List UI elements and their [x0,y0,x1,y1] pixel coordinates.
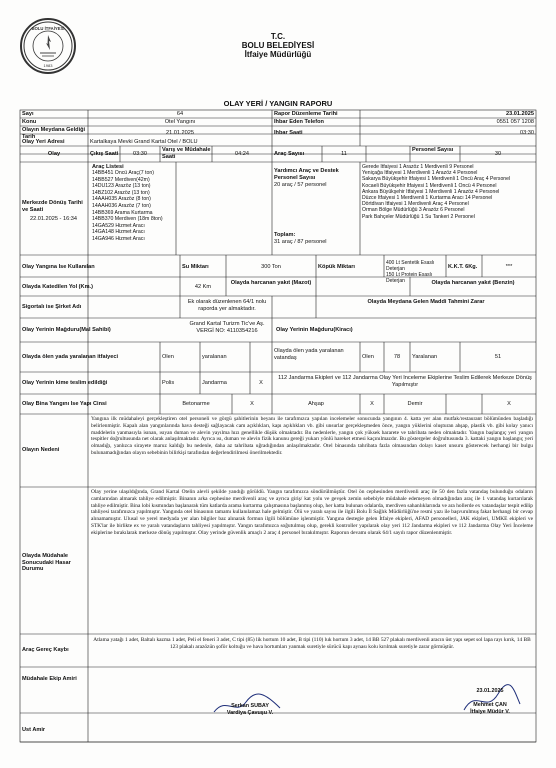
civil-injured-value: 51 [494,354,502,360]
equipment-loss-text: Atlama yatağı 1 adet, Baltalı kazma 1 adet, Peli el feneri 3 adet, C tipi (85) lik hortum 10 adet, B tipi (110) luk hortum 3 adet, 14 BB 527 plakalı merdivenli aracın üst yapı sepet sol lapa rayı kırık, 14 BB 123 plakalı arazözün şoför koltuğu ve hava hortumları yanmak suretiyle sürücü kapı aynası kolu kırılmak suretiyle zarar görmüştür. [93,637,531,650]
vehicle-list-item: 14BB527 Merdiven(42m) [92,176,150,183]
vehicle-count-label: Araç Sayısı [274,151,305,157]
vehicle-list [92,170,176,243]
firefighter-injured-label: yaralanan [202,354,227,360]
vehicle-list-item: 14AAH035 Arazöz (8 ton) [92,196,151,203]
subject-label: Konu [22,119,37,125]
building-concrete-mark: X [250,401,254,407]
support-unit-item: Park Bahçeler Müdürlüğü 1 Su Tankeri 2 Personel [362,213,475,220]
firefighter-casualty-label: Olayda ölen yada yaralanan itfaiyeci [22,354,119,360]
superior-label: Üst Amir [22,727,46,733]
header-tc: T.C. [270,32,286,41]
cause-text: Yangına ilk müdahaleyi gerçekleştiren otel personeli ve görgü şahitlerinin beyanı ile tarafımızca yapılan incelemeler sonucunda yangının 4. katta yer alan mutfak/restaurant bölümünden başladığı belirlenmiştir. Kapalı alan yangınlarında hava desteği sağlayacak cam açıklıkları, kapı açıklıkları vb. gibi unsurlar gerçekleşmeden önce, yangın yüklerini oluşturan ahşap, plastik vb. gibi kolay yanıcı maddelerin yanmasıyla isınan, ısıyan duman ve alevin yayılma hızı genellikle düşük olmaktadır. Bu nedenlerle, yangın çok yüksek hararete ve tahribata neden olmaktadır. Yangın başlangıç yeri yangın tespitler doğrultusunda net olarak anlaşılmaktadır. Ayrıca ısı, duman ve alevin fizik kanunu gereği yukarı yönlü hareket etmesi kaçınılmazdır. Bu göstergeler doğrultusunda 3. kattaki yangın başlangıç yeri olmadığı, yanlızca sirayete maruz kaldığı bu nedenle, daha az tahribata uğradığından anlaşılmaktadır. Otel binasında tahribata fazla olmasından dolayı kaset unsuru gösterecek herhangi bir bulgu bulunamadığından olayın sebebinin bilirkişi tarafından değerlendirilmesi önerilmektedir. [91,416,533,456]
support-unit-item: Orman Bölge Müdürlüğü 3 Arazöz 6 Personel [362,207,465,214]
support-unit-item: Yeniçağa İtfaiyesi 1 Merdivenli 1 Arazöz 4 Personel [362,170,478,177]
vehicle-list-item: 14BB451 Öncü Araç(7 ton) [92,170,154,176]
response-text: Olay yerine ulaşıldığında, Grand Kartal Otelin alevli şekilde yandığı görüldü. Yangın tarafımızca söndürülmüştür. Otel ön cephesinden merdivenli araç ile 50 den fazla vatandaş bulunduğu odaların camlarından almarak tahliye edilmiştir. Binanın arka cephesine merdivenli araç ve ayrıca giriş/ kat yolu ve gevşek zemin sebebiyle müdahale edemeyen olmadığından araç ile 1 vatandaş kurtarılarak tahliye edilmiştir. Bina lobi kısmından başlanarak tüm katlarda arama kurtarma çalışmasına başlanmış olup, her katta bulunan odalarda, merdiven sahanlıklarında ve ara hollerde ex vatandaşlar tespit edilip tahliyesi tarafımızca yapılmıştır. Yangında otel binasının tamamı kullanılamaz hale gelmiştir. Ölü ve yaralı sayısı ile ilgili Bolu İl Sağlık Müdürlüğü'ne resmi yazı ile başvurulmuş fakat herhangi bir cevap alınamamıştır. Ulusal ve yerel medyada yer alan bilgiler baz alınarak formun ilgili bölümüne işlenmiştir. Yangına destegie gelen İtfaiye ekipleri, AFAD personelleri, JAK ekipleri, UMKE ekipleri ve STK'lar ile birlikte ex ve yaralı vatandaşların tahliyesi yapılmıştır. Yangın tarafımızca soğutulmuş olup, gerekli kontroller yapılarak olay yeri 112 Jandarma ekipleri ve 112 Jandarma Olay Yeri İnceleme ekiplerine bırakılarak merkeze dönüş yapılmıştır. Olay yerinde güvenlik amaçlı 2 araç 4 personel bırakılmıştır. Raporun devamı olarak 64/1 sayılı rapor düzenlenmiştir. [91,489,533,536]
caller-phone-label: İhbar Eden Telefon [274,119,324,125]
support-unit-item: Sakarya Büyükşehir İtfaiyesi 1 Merdivenli 1 Öncü Araç 4 Personel [362,176,511,183]
address-label: Olay Yeri Adresi [22,139,65,145]
logo-top-text: BOLU İTFAİYESİ [31,26,65,31]
header-municipality: BOLU BELEDİYESİ [241,41,315,50]
support-units-list [362,164,534,220]
arrival-time-label: Varış ve Müdahale Saati [162,147,211,160]
report-title: OLAY YERİ / YANGIN RAPORU [223,99,333,108]
building-iron-mark: X [507,401,511,407]
handover-police: Polis [162,380,175,386]
civil-dead-label: Ölen [362,354,374,360]
diesel-label: Olayda harcanan yakıt (Mazot) [230,280,312,286]
event-date-value: 21.01.2025 [166,130,194,136]
event-label: Olay [47,151,61,157]
report-date-value: 23.01.2025 [506,111,534,117]
support-title: Yardımcı Araç ve Destek Personel Sayısı [274,168,339,181]
insurance-label: Sigortalı ise Şirket Adı [22,304,82,310]
support-unit-item: Dörtdivan İtfaiyesi 1 Merdivenli Araç 4 Personel [362,201,469,208]
return-time-value: 22.01.2025 - 16:34 [30,216,77,222]
vehicle-list-item: 14BB370 Merdiven (18m 8ton) [92,216,163,223]
report-no-label: Sayı [22,111,34,117]
building-wood-mark: X [370,401,374,407]
civil-injured-label: Yaralanan [412,354,438,360]
support-unit-item: Kocaeli Büyükşehir İtfaiyesi 1 Merdivenli 1 Öncü 4 Personel [362,182,497,189]
materials-label: Olay Yangına İse Kullanılan [22,264,95,270]
vehicle-count-value: 11 [341,151,347,157]
water-value: 300 Ton [261,264,281,270]
response-label: Olayda Müdahale Sonucudaki Hasar Durumu [22,553,71,573]
distance-value: 42 Km [194,284,212,290]
support-unit-item: Gerede İtfaiyesi 1 Arazöz 1 Merdivenli 9 Personel [362,164,474,170]
signer-2-date: 23.01.2025 [476,688,504,694]
vehicle-list-item: 14GA946 Hizmet Aracı [92,235,145,242]
signer-1-name: Serkan SUBAY [231,703,269,709]
address-value: Kartalkaya Mevki Grand Kartal Otel / BOLU [90,139,198,145]
cause-label: Olayın Nedeni [22,447,60,453]
vehicle-list-item: 14BZ102 Arazöz (13 ton) [92,189,150,196]
event-date-label: Olayın Meydana Geldiği Tarih [22,127,86,140]
vehicle-list-item: 14GA529 Hizmet Aracı [92,222,145,229]
signer-1-title: Vardiya Çavuşu V. [226,710,274,716]
owner-value: Grand Kartal Turizm Tic've Aş. VERGİ NO: 4110354216 [189,321,265,334]
signer-2-name: Mehmet ÇAN [473,702,507,708]
foam-label: Köpük Miktarı [318,264,355,270]
exit-time-label: Çıkış Saati [90,151,119,157]
vehicle-list-item: 14AAH036 Arazöz (7 ton) [92,202,151,209]
signer-2-title: İtfaiye Müdür V. [470,709,510,715]
handover-gendarme-mark: X [259,380,263,386]
return-time-label: Merkezde Dönüş Tarihi ve Saati [22,200,83,213]
total-label: Toplam: [274,232,296,238]
support-value: 20 araç / 57 personel [274,182,327,188]
personnel-count-value: 30 [494,151,502,157]
vehicle-list-item: 14GA148 Hizmet Aracı [92,229,145,236]
tenant-label: Olay Yerinin Mağduru(Kiracı) [276,327,353,333]
logo-year-text: 1983 [43,63,53,68]
exit-time-value: 03:30 [133,151,147,157]
building-iron: Demir [407,401,423,407]
report-no-value: 64 [176,111,184,117]
caller-phone-value: 0551 057 1208 [496,119,534,125]
kkt-value: *** [505,264,513,270]
firefighter-dead-label: Ölen [162,354,174,360]
water-label: Su Miktarı [182,264,209,270]
building-type-label: Olay Bina Yangını İse Yapı Cinsi [22,401,107,407]
building-wood: Ahşap [308,401,324,407]
vehicle-list-title: Araç Listesi [92,164,124,170]
distance-label: Olayda Katedilen Yol (Km.) [22,284,93,290]
arrival-time-value: 04:24 [235,151,249,157]
civil-dead-value: 78 [393,354,401,360]
handover-label: Olay Yerinin kime teslim edildiği [22,380,108,386]
notice-time-value: 03:30 [520,130,534,136]
team-lead-label: Müdahale Ekip Amiri [22,676,77,682]
subject-value: Otel Yangını [164,119,196,125]
damage-label: Olayda Meydana Gelen Maddi Tahmini Zarar [367,299,485,305]
vehicle-list-item: 14BB369 Arama Kurtarma [92,209,153,216]
personnel-count-label: Personel Sayısı [412,147,454,153]
handover-note: 112 Jandarma Ekipleri ve 112 Jandarma Olay Yeri İnceleme Ekiplerine Teslim Edilerek Merkeze Dönüş Yapılmıştır [278,375,532,388]
notice-time-label: İhbar Saati [274,130,303,136]
report-date-label: Rapor Düzenleme Tarihi [274,111,338,117]
support-unit-item: Ankara Büyükşehir İtfaiyesi 1 Merdivenli 1 Arazöz 4 Personel [362,188,500,195]
vehicle-list-item: 14DU123 Arazöz (13 ton) [92,183,151,190]
building-concrete: Betonarme [182,401,210,407]
owner-label: Olay Yerinin Mağduru(Mal Sahibi) [22,327,111,333]
kkt-label: K.K.T. 6Kg. [448,264,478,270]
gasoline-label: Olayda harcanan yakıt (Benzin) [431,280,515,286]
equipment-loss-label: Araç Gereç Kaybı [22,647,69,653]
civil-casualty-label: Olayda ölen yada yaralanan vatandaş [274,348,344,361]
support-unit-item: Düzce İtfaiyesi 1 Merdivenli 1 Kurtarma Aracı 14 Personel [362,195,493,202]
header-department: İtfaiye Müdürlüğü [244,50,312,59]
insurance-value: Ek olarak düzenlenen 64/1 nolu raporda yer almaktadır. [187,299,267,312]
total-value: 31 araç / 87 personel [274,239,327,245]
foam-value: 400 Lt Sentetik Esaslı Deterjan 150 Lt Protein Esaslı Deterjan [386,260,435,284]
handover-gendarme: Jandarma [202,380,227,386]
